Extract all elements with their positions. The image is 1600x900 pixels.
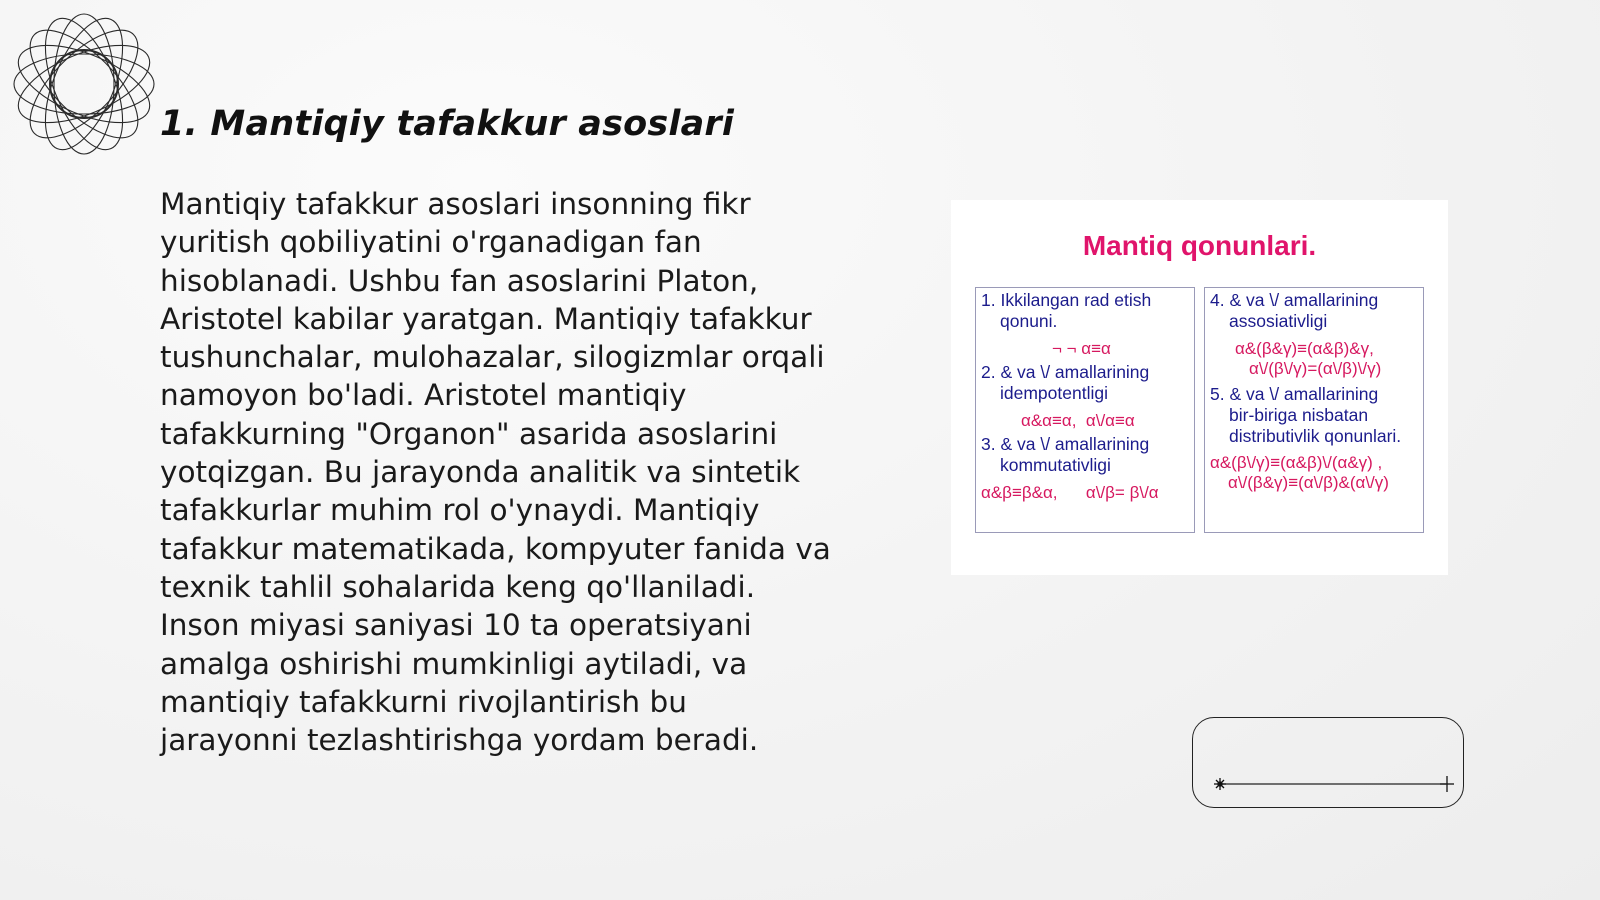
law-3-title: 3. & va \/ amallarining kommutativligi xyxy=(981,434,1150,475)
laws-heading: Mantiq qonunlari. xyxy=(1082,230,1317,261)
laws-column-left xyxy=(975,287,1195,533)
body-line: jarayonni tezlashtirishga yordam beradi. xyxy=(160,723,759,758)
law-4-title: 4. & va \/ amallarining assosiativligi xyxy=(1210,290,1379,331)
logic-laws-figure xyxy=(951,200,1448,575)
body-line: yotqizgan. Bu jarayonda analitik va sintetik xyxy=(160,455,801,490)
laws-column-right xyxy=(1204,287,1424,533)
body-line: yuritish qobiliyatini o'rganadigan fan xyxy=(160,225,702,260)
slide-title: 1. Mantiqiy tafakkur asoslari xyxy=(160,104,735,144)
body-line: tushunchalar, mulohazalar, silogizmlar orqali xyxy=(160,340,825,375)
body-line: hisoblanadi. Ushbu fan asoslarini Platon, xyxy=(160,263,759,298)
law-5-formula-1: α&(β\/γ)≡(α&β)\/(α&γ) , xyxy=(1210,453,1383,472)
body-line: Inson miyasi saniyasi 10 ta operatsiyani xyxy=(160,608,752,643)
body-line: texnik tahlil sohalarida keng qo'llaniladi. xyxy=(160,569,756,604)
cross-star-icon xyxy=(1440,776,1454,792)
law-4-formula-2: α\/(β\/γ)=(α\/β)\/γ) xyxy=(1249,359,1382,378)
body-line: mantiqiy tafakkurni rivojlantirish bu xyxy=(160,684,687,719)
law-1-formula: ¬ ¬ α≡α xyxy=(1052,339,1111,358)
law-4-formula-1: α&(β&γ)≡(α&β)&γ, xyxy=(1235,339,1374,358)
law-5-title: 5. & va \/ amallarining bir-biriga nisbatan distributivlik qonunlari. xyxy=(1210,384,1402,446)
body-line: namoyon bo'ladi. Aristotel mantiqiy xyxy=(160,378,687,413)
body-line: tafakkurning "Organon" asarida asoslarini xyxy=(160,416,778,451)
law-2-title: 2. & va \/ amallarining idempotentligi xyxy=(981,362,1150,403)
sparkle-icon xyxy=(1214,778,1226,790)
slide-body-text xyxy=(160,185,850,759)
rosette-circles-icon xyxy=(10,10,158,158)
decorative-rounded-box xyxy=(1192,717,1464,808)
decorative-line xyxy=(1214,776,1454,792)
body-line: tafakkurlar muhim rol o'ynaydi. Mantiqiy xyxy=(160,493,760,528)
law-5-formula-2: α\/(β&γ)≡(α\/β)&(α\/γ) xyxy=(1228,473,1389,492)
body-line: amalga oshirishi mumkinligi aytiladi, va xyxy=(160,646,748,681)
body-line: Mantiqiy tafakkur asoslari insonning fikr xyxy=(160,187,751,221)
body-line: Aristotel kabilar yaratgan. Mantiqiy tafakkur xyxy=(160,301,812,336)
law-3-formula: α&β≡β&α, α\/β= β\/α xyxy=(981,483,1159,502)
law-2-formula: α&α≡α, α\/α≡α xyxy=(1021,411,1135,430)
law-1-title: 1. Ikkilangan rad etish qonuni. xyxy=(981,290,1152,331)
body-line: tafakkur matematikada, kompyuter fanida va xyxy=(160,531,831,566)
